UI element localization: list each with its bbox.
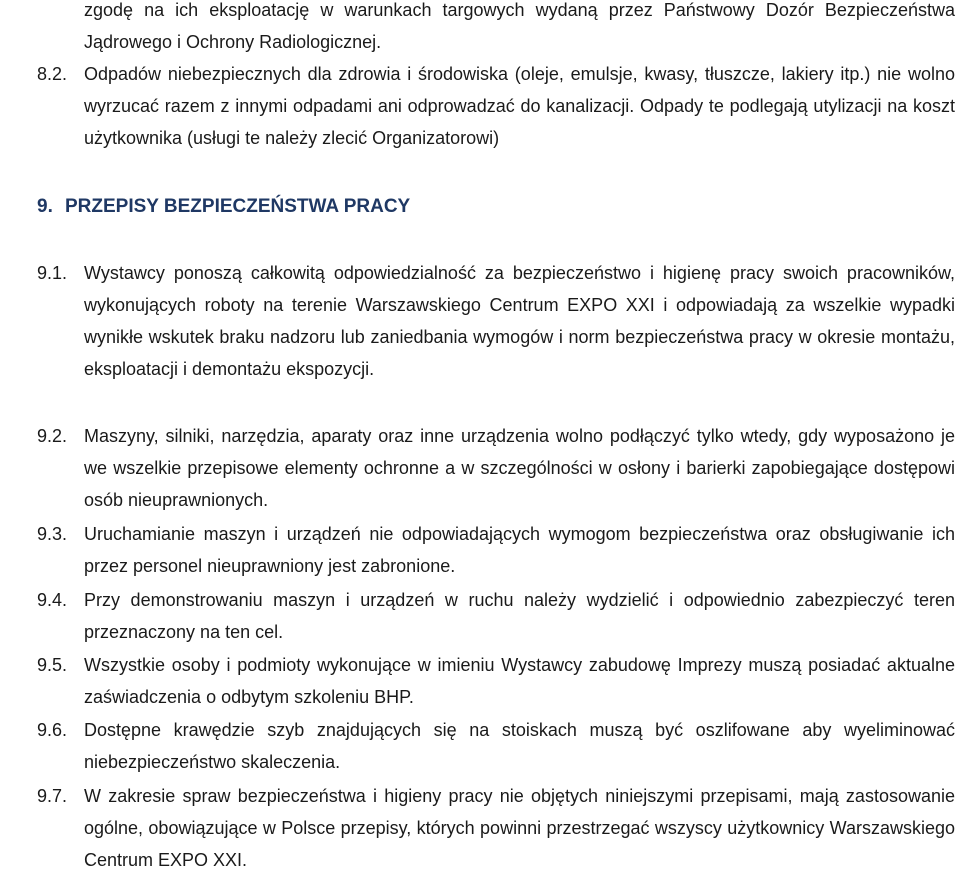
item-text: Maszyny, silniki, narzędzia, aparaty oraz inne urządzenia wolno podłączyć tylko wtedy, gdy wyposażono je we wszelkie przepisowe elementy ochronne a w szczególności w osłony i barierki zapobiegające dostępowi osób nieuprawnionych. bbox=[84, 426, 955, 510]
item-text: Wystawcy ponoszą całkowitą odpowiedzialność za bezpieczeństwo i higienę pracy swoich pracowników, wykonujących roboty na terenie Warszawskiego Centrum EXPO XXI i odpowiadają za wszelkie wypadki wynikłe wskutek braku nadzoru lub zaniedbania wymogów i norm bezpieczeństwa pracy w okresie montażu, eksploatacji i demontażu ekspozycji. bbox=[84, 263, 955, 379]
list-item-9-4 bbox=[0, 584, 955, 648]
item-text: Wszystkie osoby i podmioty wykonujące w imieniu Wystawcy zabudowę Imprezy muszą posiadać aktualne zaświadczenia o odbytym szkoleniu BHP. bbox=[84, 655, 955, 707]
item-number: 9.6. bbox=[37, 720, 68, 740]
list-item-9-1 bbox=[0, 257, 955, 385]
item-number: 9.5. bbox=[37, 655, 68, 675]
section-number: 9. bbox=[37, 196, 53, 217]
item-number: 9.2. bbox=[37, 426, 68, 446]
item-number: 9.1. bbox=[37, 263, 68, 283]
item-text: Uruchamianie maszyn i urządzeń nie odpowiadających wymogom bezpieczeństwa oraz obsługiwanie ich przez personel nieuprawniony jest zabronione. bbox=[84, 524, 955, 576]
list-item-9-6 bbox=[0, 714, 955, 778]
item-text: Dostępne krawędzie szyb znajdujących się na stoiskach muszą być oszlifowane aby wyeliminować niebezpieczeństwo skaleczenia. bbox=[84, 720, 955, 772]
list-item-9-3 bbox=[0, 518, 955, 582]
list-item-9-2 bbox=[0, 420, 955, 516]
item-text: Przy demonstrowaniu maszyn i urządzeń w ruchu należy wydzielić i odpowiednio zabezpieczyć teren przeznaczony na ten cel. bbox=[84, 590, 955, 642]
item-text: W zakresie spraw bezpieczeństwa i higieny pracy nie objętych niniejszymi przepisami, mają zastosowanie ogólne, obowiązujące w Polsce przepisy, których powinni przestrzegać wszyscy użytkownicy Warszawskiego Centrum EXPO XXI. bbox=[84, 786, 955, 870]
paragraph-continuation: zgodę na ich eksploatację w warunkach targowych wydaną przez Państwowy Dozór Bezpieczeństwa Jądrowego i Ochrony Radiologicznej. bbox=[84, 0, 955, 52]
list-item-9-5 bbox=[0, 649, 955, 713]
item-number: 8.2. bbox=[37, 64, 68, 84]
list-item-8-2 bbox=[0, 58, 955, 154]
item-number: 9.3. bbox=[37, 524, 68, 544]
item-number: 9.4. bbox=[37, 590, 68, 610]
section-heading bbox=[0, 191, 410, 223]
list-item-9-7 bbox=[0, 780, 955, 876]
item-text: Odpadów niebezpiecznych dla zdrowia i środowiska (oleje, emulsje, kwasy, tłuszcze, lakiery itp.) nie wolno wyrzucać razem z innymi odpadami ani odprowadzać do kanalizacji. Odpady te podlegają utylizacji na koszt użytkownika (usługi te należy zlecić Organizatorowi) bbox=[84, 64, 955, 148]
item-number: 9.7. bbox=[37, 786, 68, 806]
section-title: PRZEPISY BEZPIECZEŃSTWA PRACY bbox=[65, 196, 411, 217]
